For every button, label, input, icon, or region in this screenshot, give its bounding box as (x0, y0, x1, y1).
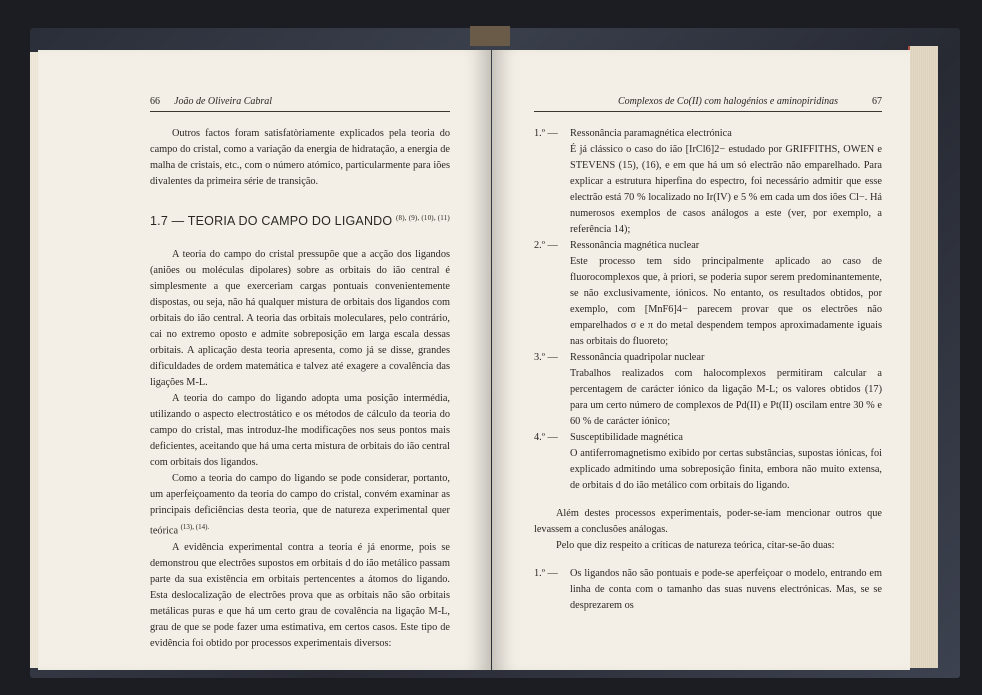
left-running-head-title: João de Oliveira Cabral (174, 96, 273, 107)
list-item-heading: Ressonância quadripolar nuclear (570, 352, 705, 363)
list-item (534, 238, 882, 350)
list-item-heading: Ressonância paramagnética electrónica (570, 128, 732, 139)
list-item (534, 430, 882, 494)
list-item-heading: Ressonância magnética nuclear (570, 240, 700, 251)
right-paragraph-2: Pelo que diz respeito a críticas de natureza teórica, citar-se-ão duas: (556, 540, 835, 551)
right-page-content (534, 94, 882, 614)
right-running-head-title: Complexos de Co(II) com halogénios e aminopiridinas (618, 96, 838, 107)
section-heading (150, 210, 450, 229)
list-item-number: 3.º — (534, 352, 558, 363)
list-item-number: 1.º — (534, 128, 558, 139)
list-item-body: Trabalhos realizados com halocomplexos permitiram calcular a percentagem de carácter iónico da ligação M-L; os valores obtidos (17) para um certo número de complexos de Pd(II) e Pt(II) oscilam entre 30 % e 60 % de carácter iónico; (570, 368, 882, 427)
right-page-number: 67 (872, 96, 882, 107)
left-paragraph-4 (150, 471, 450, 539)
list-item-body: O antiferromagnetismo exibido por certas substâncias, supostas iónicas, foi explicado admitindo uma sobreposição finita, embora não muito extensa, de orbitais d do ião metálico com orbitais do ligando. (570, 448, 882, 491)
left-page-content (150, 94, 450, 652)
list-item-body: É já clássico o caso do ião [IrCl6]2− estudado por GRIFFITHS, OWEN e STEVENS (15), (16), e em que há um só electrão não emparelhado. Para explicar a estrutura hiperfina do espectro, foi necessário admitir que esse electrão está 70 % localizado no Ir(IV) e 5 % em cada um dos iões Cl−. Há numerosos exemplos de casos análogos a este (ver, por exemplo, a referência 14); (570, 144, 882, 235)
list-item-number: 2.º — (534, 240, 558, 251)
right-page-edges (908, 46, 938, 668)
right-running-header (534, 94, 882, 112)
left-paragraph-2: A teoria do campo do cristal pressupõe que a acção dos ligandos (aniões ou moléculas dipolares) sobre as orbitais do ião central é simplesmente a que exerceriam cargas pontuais convenientemente dispostas, ou seja, não há qualquer mistura de orbitais dos ligandos com orbitais do ião central. A teoria das orbitais moleculares, pelo contrário, cai no extremo oposto e admite sobreposição em larga escala dessas orbitais. A aplicação desta teoria apresenta, como já se disse, grandes dificuldades de ordem matemática e talvez até exagere a covalência das ligações M-L. (150, 249, 450, 389)
left-paragraph-3: A teoria do campo do ligando adopta uma posição intermédia, utilizando o aspecto electrostático e os métodos de cálculo da teoria do campo do cristal, mas introduz-lhe modificações nos seus pontos mais deficientes, aceitando que há uma certa mistura de orbitais do ião central com orbitais dos ligandos. (150, 393, 450, 469)
section-heading-text: 1.7 — TEORIA DO CAMPO DO LIGANDO (150, 214, 393, 229)
left-paragraph-4-text: Como a teoria do campo do ligando se pode considerar, portanto, um aperfeiçoamento da teoria do campo do cristal, convém examinar as principais deficiências desta teoria, que de natureza experimental quer teórica (150, 473, 450, 537)
left-paragraph-1: Outros factos foram satisfatòriamente explicados pela teoria do campo do cristal, como a variação da energia de hidratação, a energia de malha de cristais, etc., com o número atómico, particularmente para iões divalentes da primeira série de transição. (150, 128, 450, 187)
list-item-number: 4.º — (534, 432, 558, 443)
left-page-number: 66 (150, 96, 160, 107)
list-item (534, 126, 882, 238)
list-item-body: Este processo tem sido principalmente aplicado ao caso de fluorocomplexos que, à priori, se poderia supor serem predominantemente, se não exclusivamente, iónicos. No entanto, os resultados obtidos, por exemplo, com [MnF6]4− parecem provar que os electrões não emparelhados σ e π do metal despendem tempos aproximadamente iguais nas orbitais do fluoreto; (570, 256, 882, 347)
left-paragraph-4-refs: (13), (14). (180, 523, 210, 532)
list-item-number: 1.º — (534, 568, 558, 579)
right-page (492, 50, 910, 670)
section-heading-refs: (8), (9), (10), (11) (396, 214, 450, 222)
left-paragraph-5: A evidência experimental contra a teoria é já enorme, pois se demonstrou que electrões supostos em orbitais d do ião metálico passam parte da sua existência em orbitais pertencentes a átomos do ligando. Esta deslocalização de electrões prova que as orbitais não são orbitais metálicas puras e que há um certo grau de covalência na ligação M-L, grau de que se pode fazer uma estimativa, em certos casos. Este tipo de evidência foi obtido por processos experimentais diversos: (150, 541, 450, 649)
list-item (534, 566, 882, 614)
left-page (38, 50, 491, 670)
right-paragraph-1: Além destes processos experimentais, poder-se-iam mencionar outros que levassem a conclusões análogas. (534, 508, 882, 535)
left-running-header (150, 94, 450, 112)
list-item-body: Os ligandos não são pontuais e pode-se aperfeiçoar o modelo, entrando em linha de conta com o tamanho das suas nuvens electrónicas. Mas, se se desprezarem os (570, 568, 882, 611)
book-spine-top (470, 26, 510, 46)
list-item (534, 350, 882, 430)
list-item-heading: Susceptibilidade magnética (570, 432, 683, 443)
